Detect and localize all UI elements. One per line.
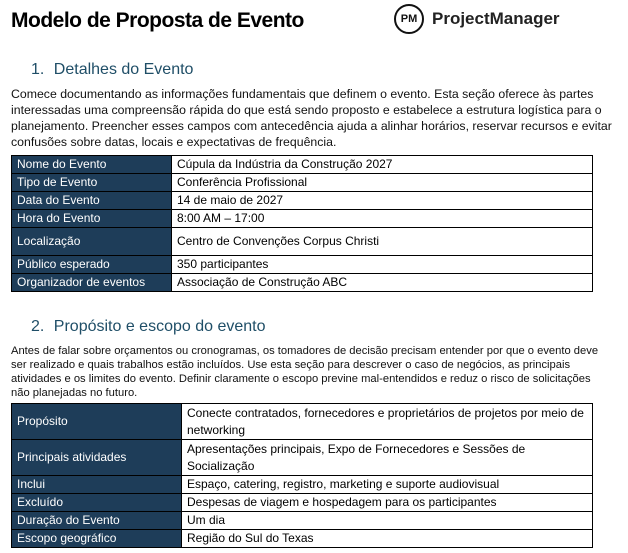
row-label: Data do Evento	[12, 192, 172, 210]
row-label: Propósito	[12, 404, 182, 440]
row-label: Organizador de eventos	[12, 274, 172, 292]
table-row	[12, 530, 593, 548]
row-label: Nome do Evento	[12, 156, 172, 174]
section2-title: Propósito e escopo do evento	[53, 318, 266, 335]
table-row	[12, 192, 593, 210]
table-row	[12, 274, 593, 292]
table-row	[12, 228, 593, 256]
table-row	[12, 512, 593, 530]
table-row	[12, 210, 593, 228]
row-value: Um dia	[182, 512, 593, 530]
event-details-table	[11, 155, 593, 292]
table-row	[12, 404, 593, 440]
row-value: Conferência Profissional	[172, 174, 593, 192]
table-row	[12, 494, 593, 512]
table-row	[12, 156, 593, 174]
table-row	[12, 440, 593, 476]
row-value: 14 de maio de 2027	[172, 192, 593, 210]
section1-paragraph: Comece documentando as informações fundamentais que definem o evento. Esta seção oferece às partes interessadas uma compreensão rápida do que está sendo proposto e estabelece a estrutura logística para o planejamento. Preencher esses campos com antecedência ajuda a alinhar horários, reservar recursos e evitar confusões sobre datas, locais e expectativas de frequência.	[11, 87, 612, 149]
logo-badge-icon: PM	[394, 4, 424, 34]
row-label: Tipo de Evento	[12, 174, 172, 192]
row-value: Apresentações principais, Expo de Fornecedores e Sessões de Socialização	[182, 440, 593, 476]
row-label: Público esperado	[12, 256, 172, 274]
row-value: 8:00 AM – 17:00	[172, 210, 593, 228]
table-row	[12, 174, 593, 192]
row-label: Localização	[12, 228, 172, 256]
section1-number: 1.	[31, 61, 45, 78]
table-row	[12, 476, 593, 494]
section1-heading	[31, 61, 193, 79]
row-label: Escopo geográfico	[12, 530, 182, 548]
row-label: Principais atividades	[12, 440, 182, 476]
section2-paragraph: Antes de falar sobre orçamentos ou cronogramas, os tomadores de decisão precisam entender por que o evento deve ser realizado e quais trabalhos estão incluídos. Use esta seção para descrever o caso de negócios, as principais atividades e os limites do evento. Definir claramente o escopo previne mal-entendidos e reduz o risco de solicitações não planejadas no futuro.	[11, 345, 599, 399]
table-row	[12, 256, 593, 274]
row-value: Cúpula da Indústria da Construção 2027	[172, 156, 593, 174]
purpose-scope-table	[11, 403, 593, 548]
row-value: Associação de Construção ABC	[172, 274, 593, 292]
row-label: Duração do Evento	[12, 512, 182, 530]
row-value: Conecte contratados, fornecedores e proprietários de projetos por meio de networking	[182, 404, 593, 440]
section2-heading	[31, 318, 266, 336]
row-value: Região do Sul do Texas	[182, 530, 593, 548]
logo-text: ProjectManager	[432, 9, 560, 28]
row-label: Inclui	[12, 476, 182, 494]
page-title: Modelo de Proposta de Evento	[11, 9, 304, 32]
logo	[394, 4, 560, 34]
row-label: Excluído	[12, 494, 182, 512]
row-value: 350 participantes	[172, 256, 593, 274]
section1-title: Detalhes do Evento	[53, 61, 194, 78]
row-value: Despesas de viagem e hospedagem para os participantes	[182, 494, 593, 512]
row-value: Espaço, catering, registro, marketing e suporte audiovisual	[182, 476, 593, 494]
section2-number: 2.	[31, 318, 45, 335]
row-label: Hora do Evento	[12, 210, 172, 228]
row-value: Centro de Convenções Corpus Christi	[172, 228, 593, 256]
